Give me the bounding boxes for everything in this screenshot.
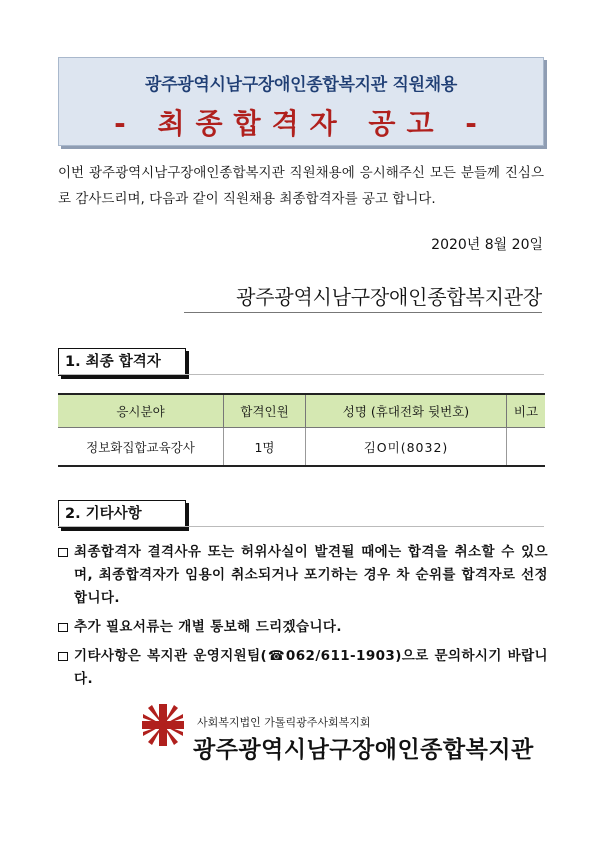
- list-item: [58, 616, 548, 639]
- table-header-row: [58, 394, 545, 428]
- checkbox-bullet-icon: [58, 652, 68, 661]
- page-title: 광주광역시남구장애인종합복지관 직원채용: [145, 75, 457, 95]
- note-text: 기타사항은 복지관 운영지원팀(☎062/611-1903)으로 문의하시기 바랍니다.: [74, 648, 548, 687]
- table-cell: 김O미(8032): [306, 428, 507, 467]
- section-other-notes-title: 2. 기타사항: [58, 500, 186, 528]
- final-passers-table: [58, 393, 545, 467]
- organization-signature: 광주광역시남구장애인종합복지관장: [236, 285, 542, 309]
- table-cell: 정보화집합교육강사: [58, 428, 224, 467]
- note-text: 최종합격자 결격사유 또는 허위사실이 발견될 때에는 합격을 취소할 수 있으며, 최종합격자가 임용이 취소되거나 포기하는 경우 차 순위를 합격자로 선정합니다.: [74, 544, 548, 606]
- column-header: 비고: [507, 394, 546, 428]
- page-subtitle: - 최종합격자 공고 -: [114, 107, 488, 140]
- logo-foundation-text: 사회복지법인 가톨릭광주사회복지회: [197, 716, 371, 729]
- section-final-passers-title: 1. 최종 합격자: [58, 348, 186, 376]
- checkbox-bullet-icon: [58, 548, 68, 557]
- column-header: 응시분야: [58, 394, 224, 428]
- announcement-date: 2020년 8월 20일: [431, 237, 543, 253]
- checkbox-bullet-icon: [58, 623, 68, 632]
- table-cell: [507, 428, 546, 467]
- intro-paragraph: 이번 광주광역시남구장애인종합복지관 직원채용에 응시해주신 모든 분들께 진심으로 감사드리며, 다음과 같이 직원채용 최종합격자를 공고 합니다.: [58, 165, 544, 207]
- notes-list: [58, 541, 548, 697]
- table-row: [58, 428, 545, 467]
- list-item: [58, 645, 548, 691]
- list-item: [58, 541, 548, 610]
- note-text: 추가 필요서류는 개별 통보해 드리겠습니다.: [74, 619, 342, 635]
- caritas-cross-icon: [140, 702, 186, 748]
- table-cell: 1명: [224, 428, 306, 467]
- section-divider: [58, 526, 544, 527]
- section-divider: [58, 374, 544, 375]
- signature-divider: [184, 312, 542, 313]
- column-header: 성명 (휴대전화 뒷번호): [306, 394, 507, 428]
- column-header: 합격인원: [224, 394, 306, 428]
- logo-organization-text: 광주광역시남구장애인종합복지관: [193, 736, 534, 763]
- header-box: [58, 57, 544, 146]
